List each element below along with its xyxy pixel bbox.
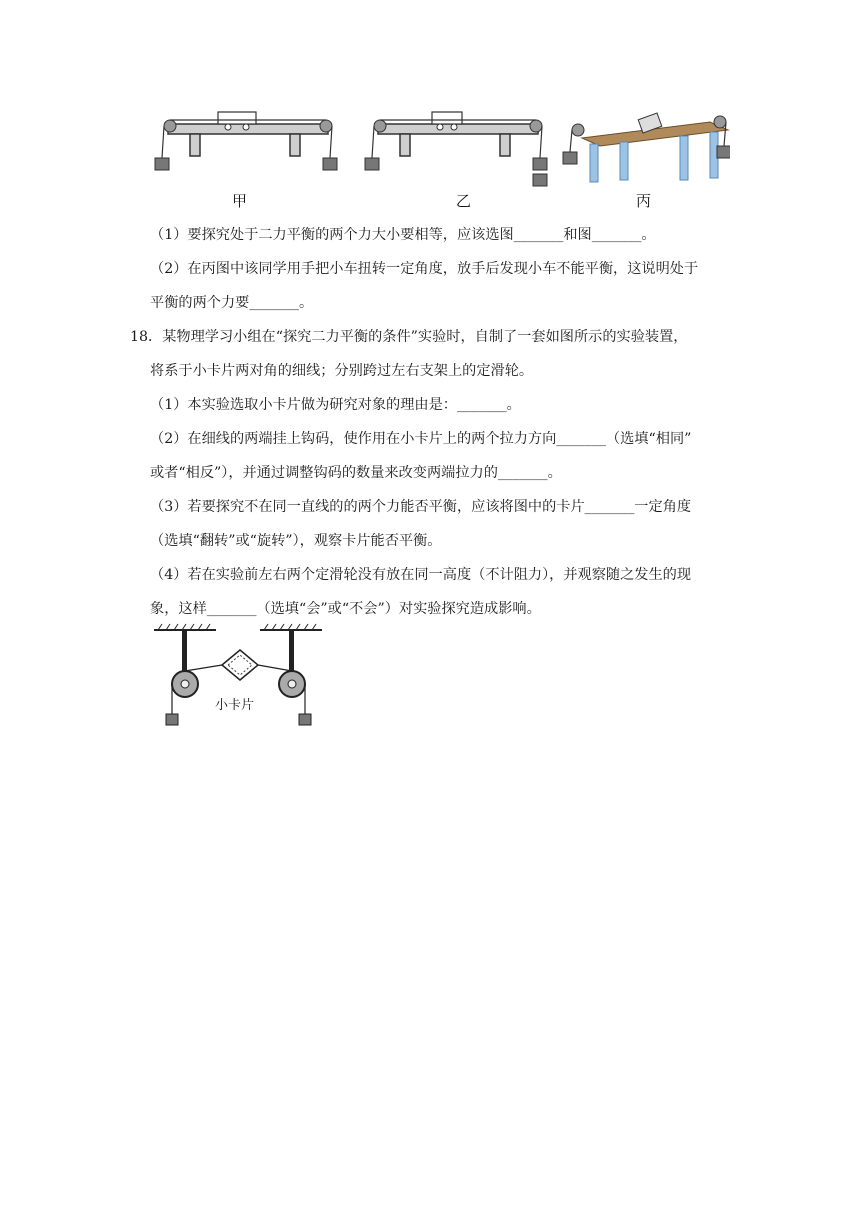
setup-yi [365,112,547,186]
q18-stem-line2: 将系于小卡片两对角的细线；分别跨过左右支架上的定滑轮。 [150,363,534,379]
caption-bing: 丙 [636,192,652,210]
q18-part2-line1: （2）在细线的两端挂上钩码，使作用在小卡片上的两个拉力方向_______（选填“相同” [150,431,692,447]
caption-yi: 乙 [456,192,472,210]
q17-part2-line2: 平衡的两个力要_______。 [150,295,314,311]
q18-part1: （1）本实验选取小卡片做为研究对象的理由是：_______。 [150,397,521,413]
q18-stem-line1: 18．某物理学习小组在“探究二力平衡的条件”实验时，自制了一套如图所示的实验装置， [130,329,688,345]
card-pulley-figure [150,622,330,734]
q18-part3-line1: （3）若要探究不在同一直线的的两个力能否平衡，应该将图中的卡片_______一定角度 [150,499,692,515]
card-label: 小卡片 [215,698,255,713]
q17-part2-line1: （2）在丙图中该同学用手把小车扭转一定角度，放手后发现小车不能平衡，这说明处于 [150,261,699,277]
q18-part4-line2: 象，这样_______（选填“会”或“不会”）对实验探究造成影响。 [150,601,541,617]
setup-jia [155,112,337,170]
q17-part1: （1）要探究处于二力平衡的两个力大小要相等，应该选图_______和图_______。 [150,227,656,243]
q18-part3-line2: （选填“翻转”或“旋转”），观察卡片能否平衡。 [150,533,442,549]
setup-bing [563,113,730,182]
q18-part4-line1: （4）若在实验前左右两个定滑轮没有放在同一高度（不计阻力），并观察随之发生的现 [150,567,692,583]
q18-part2-line2: 或者“相反”），并通过调整钩码的数量来改变两端拉力的_______。 [150,465,562,481]
caption-jia: 甲 [232,192,248,210]
